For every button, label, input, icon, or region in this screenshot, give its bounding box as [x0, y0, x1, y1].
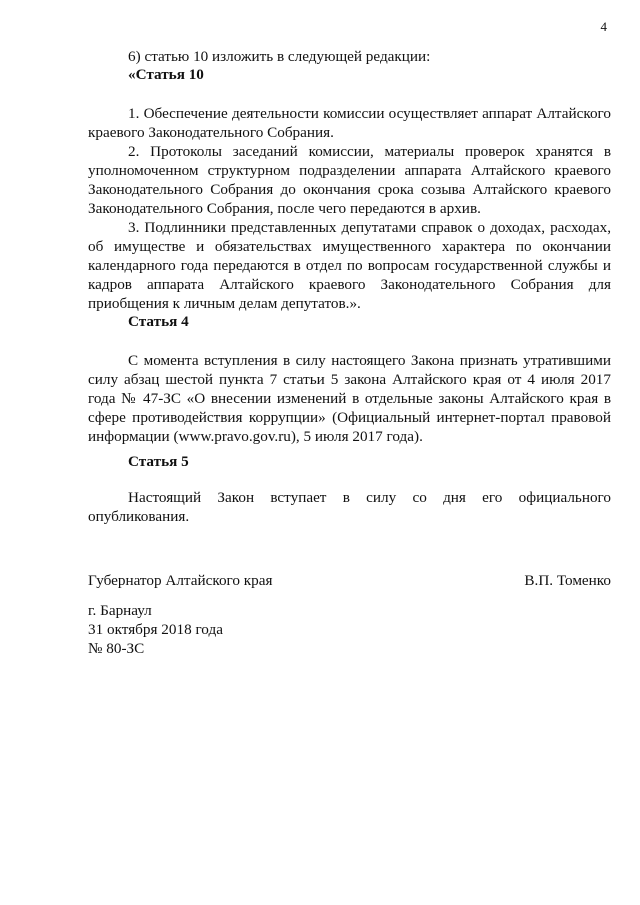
law-number-line: № 80-ЗС — [88, 640, 145, 657]
article-4-body — [88, 351, 611, 446]
article-10-body — [88, 104, 611, 313]
date-line: 31 октября 2018 года — [88, 621, 223, 638]
article-5-body — [88, 488, 611, 526]
article-10-paragraph-2: 2. Протоколы заседаний комиссии, материалы проверок хранятся в уполномоченном структурном подразделении аппарата Алтайского краевого Законодательного Собрания до окончания срока созыва Алтайского краевого Законодательного Собрания, после чего передаются в архив. — [88, 143, 611, 217]
signature-row — [88, 572, 611, 590]
city-line: г. Барнаул — [88, 602, 152, 619]
intro-block — [88, 47, 611, 66]
signatory-name: В.П. Томенко — [524, 572, 611, 589]
intro-line: 6) статью 10 изложить в следующей редакции: — [128, 48, 431, 65]
article-4-heading: Статья 4 — [128, 313, 189, 330]
place-date-block — [88, 601, 223, 658]
article-10-paragraph-3: 3. Подлинники представленных депутатами справок о доходах, расходах, об имуществе и обязательствах имущественного характера по окончании календарного года передаются в отдел по вопросам государственной службы и кадров аппарата Алтайского краевого Законодательного Собрания для приобщения к личным делам депутатов.». — [88, 219, 611, 312]
article-10-heading: «Статья 10 — [128, 66, 204, 83]
article-5-paragraph: Настоящий Закон вступает в силу со дня его официального опубликования. — [88, 489, 611, 525]
article-10-paragraph-1: 1. Обеспечение деятельности комиссии осуществляет аппарат Алтайского краевого Законодательного Собрания. — [88, 105, 611, 141]
article-4-paragraph: С момента вступления в силу настоящего Закона признать утратившими силу абзац шестой пункта 7 статьи 5 закона Алтайского края от 4 июля 2017 года № 47-ЗС «О внесении изменений в отдельные законы Алтайского края в сфере противодействия коррупции» (Официальный интернет-портал правовой информации (www.pravo.gov.ru), 5 июля 2017 года). — [88, 352, 611, 445]
article-5-heading: Статья 5 — [128, 453, 189, 470]
page-number: 4 — [600, 19, 607, 34]
signatory-position: Губернатор Алтайского края — [88, 572, 273, 589]
